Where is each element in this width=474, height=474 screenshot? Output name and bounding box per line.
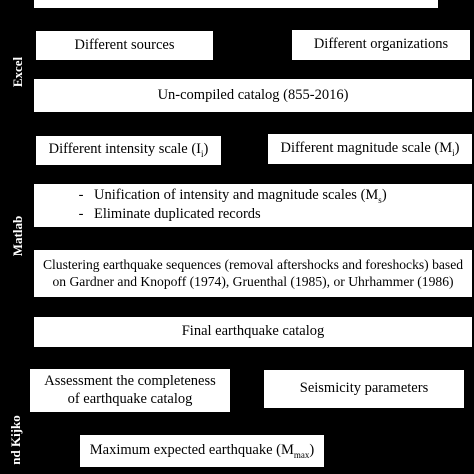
completeness-box — [30, 369, 230, 412]
different-organizations-box — [292, 30, 470, 60]
seismicity-text: Seismicity parameters — [299, 380, 429, 397]
kijko-label: nd Kijko — [8, 415, 23, 465]
eliminate-item: - Eliminate duplicated records — [78, 206, 261, 223]
unification-item: - Unification of intensity and magnitude scales $(M_s)$ — [78, 187, 387, 206]
final-catalog-text: Final earthquake catalog — [181, 323, 325, 340]
clustering-line-2: on Gardner and Knopoff (1974), Gruenthal (1985), or Uhrhammer (1986) — [52, 273, 454, 289]
different-sources-box — [36, 31, 213, 60]
different-organizations-text: Different organizations — [313, 36, 449, 53]
matlab-label: Matlab — [10, 215, 25, 257]
clustering-line-1: Clustering earthquake sequences (removal aftershocks and foreshocks) based — [42, 257, 464, 273]
intensity-scale-text: Different intensity scale $(I_i)$ — [48, 141, 209, 160]
max-earthquake-box — [80, 435, 324, 467]
uncompiled-catalog-text: Un-compiled catalog (855-2016) — [157, 86, 349, 103]
final-catalog-box — [34, 317, 472, 347]
excel-label: Excel — [10, 56, 25, 88]
uncompiled-catalog-box — [34, 79, 472, 112]
max-earthquake-text: Maximum expected earthquake $(M_{max})$ — [89, 441, 315, 460]
clustering-box — [34, 250, 472, 297]
magnitude-scale-box — [268, 134, 472, 164]
seismicity-box — [264, 370, 464, 408]
completeness-line-1: Assessment the completeness — [44, 373, 216, 390]
magnitude-scale-text: Different magnitude scale $(M_i)$ — [280, 139, 460, 158]
different-sources-text: Different sources — [74, 36, 175, 53]
unification-box — [34, 184, 472, 227]
completeness-line-2: of earthquake catalog — [67, 390, 193, 407]
top-partial-box — [34, 0, 438, 8]
intensity-scale-box — [36, 136, 221, 165]
